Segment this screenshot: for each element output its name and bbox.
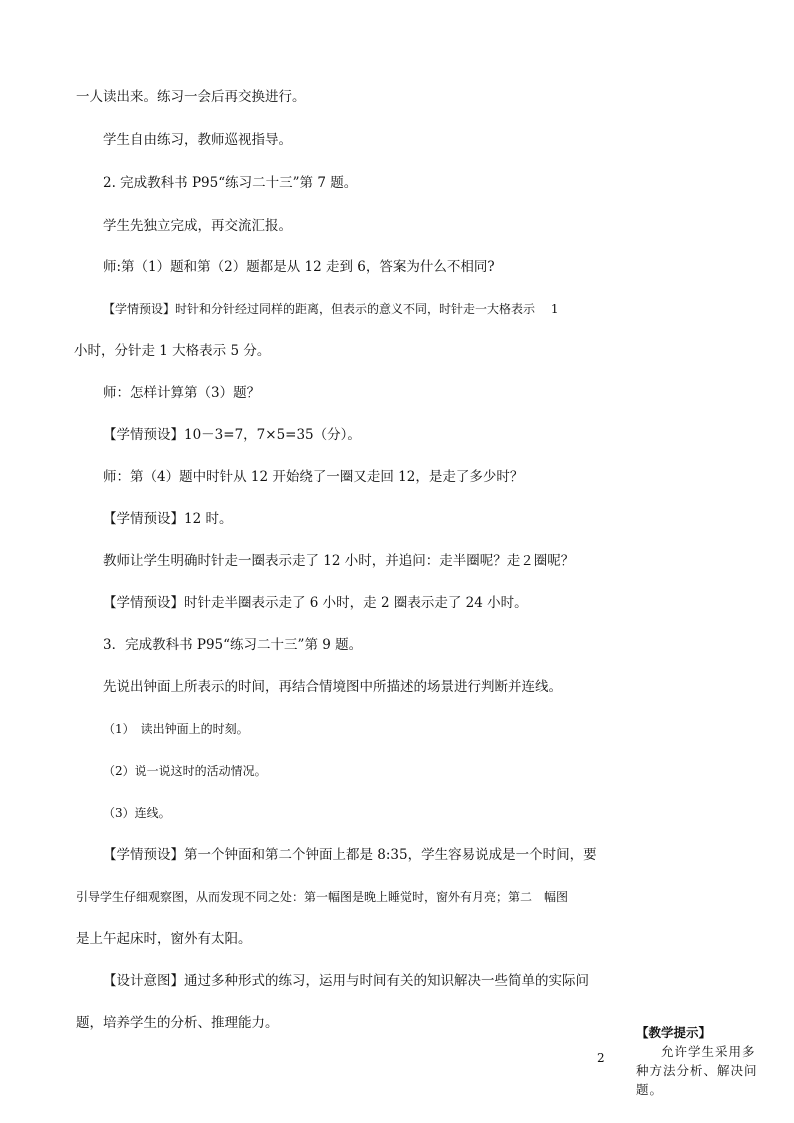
paragraph-line: 一人读出来。练习一会后再交换进行。: [76, 89, 306, 105]
paragraph-line: 教师让学生明确时针走一圈表示走了 12 小时，并追问：走半圈呢？走２圈呢？: [103, 553, 575, 569]
paragraph-line: 师:第（1）题和第（2）题都是从 12 走到 6，答案为什么不相同?: [103, 259, 495, 275]
paragraph-line: 【学情预设】时针和分针经过同样的距离，但表示的意义不同，时针走一大格表示 1: [103, 302, 559, 316]
paragraph-line: 【学情预设】时针走半圈表示走了 6 小时，走 2 圈表示走了 24 小时。: [103, 595, 528, 611]
paragraph-line: 3．完成教科书 P95“练习二十三”第 9 题。: [103, 637, 363, 653]
paragraph-line: 师：怎样计算第（3）题？: [103, 385, 261, 401]
paragraph-line: 【设计意图】通过多种形式的练习，运用与时间有关的知识解决一些简单的实际问: [103, 973, 589, 989]
paragraph-line: 学生自由练习，教师巡视指导。: [103, 132, 292, 148]
teaching-tip-box: [636, 1023, 760, 1099]
teaching-tip-title: 【教学提示】: [636, 1025, 712, 1040]
paragraph-line: 【学情预设】10－3=7，7×5=35（分）。: [103, 427, 361, 443]
paragraph-line: 题，培养学生的分析、推理能力。: [76, 1015, 279, 1031]
paragraph-line: 先说出钟面上所表示的时间，再结合情境图中所描述的场景进行判断并连线。: [103, 679, 562, 695]
paragraph-line: 小时，分针走 1 大格表示 5 分。: [74, 343, 271, 359]
paragraph-line: 师：第（4）题中时针从 12 开始绕了一圈又走回 12，是走了多少时？: [103, 469, 524, 485]
paragraph-line: （1） 读出钟面上的时刻。: [103, 722, 249, 736]
paragraph-line: 【学情预设】12 时。: [103, 511, 233, 527]
paragraph-line: （2）说一说这时的活动情况。: [103, 764, 267, 778]
paragraph-line: 【学情预设】第一个钟面和第二个钟面上都是 8:35，学生容易说成是一个时间，要: [103, 847, 597, 863]
paragraph-line: （3）连线。: [103, 806, 171, 820]
teaching-tip-text: 允许学生采用多种方法分析、解决问题。: [636, 1044, 758, 1097]
paragraph-line: 引导学生仔细观察图，从而发现不同之处：第一幅图是晚上睡觉时，窗外有月亮；第二 幅图: [76, 890, 569, 904]
paragraph-line: 学生先独立完成，再交流汇报。: [103, 218, 292, 234]
paragraph-line: 是上午起床时，窗外有太阳。: [76, 931, 252, 947]
paragraph-line: 2. 完成教科书 P95“练习二十三”第 7 题。: [103, 175, 358, 191]
page-number: 2: [597, 1051, 605, 1065]
